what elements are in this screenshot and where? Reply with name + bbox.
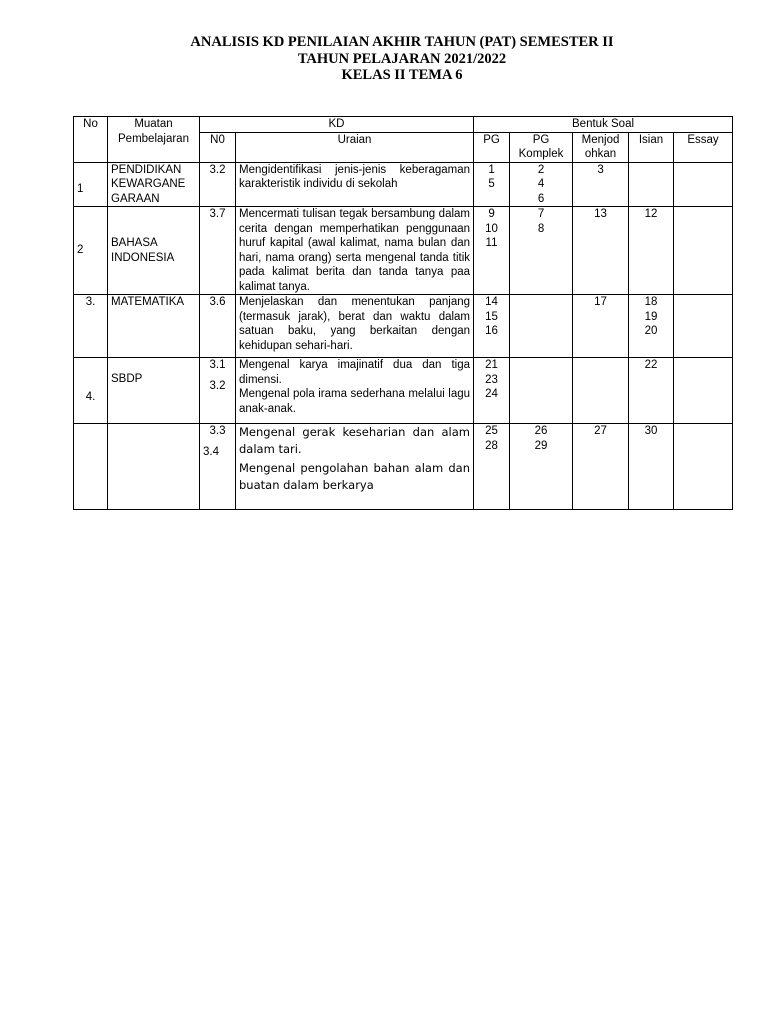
row-pg bbox=[474, 207, 510, 295]
kd-number: 3.2 bbox=[209, 379, 226, 392]
header-isian: Isian bbox=[629, 132, 674, 162]
table-row bbox=[74, 358, 733, 424]
table-row bbox=[74, 424, 733, 510]
kd-number: 3.6 bbox=[209, 296, 226, 308]
row-no: 3. bbox=[74, 295, 108, 358]
kd-number: 3.2 bbox=[209, 163, 226, 176]
row-menjodohkan bbox=[573, 358, 629, 424]
kd-analysis-table bbox=[73, 116, 733, 510]
row-kd bbox=[200, 424, 236, 510]
kd-number: 3.4 bbox=[203, 445, 219, 458]
row-uraian bbox=[236, 358, 474, 424]
isian-item: 20 bbox=[644, 325, 658, 337]
uraian-item: Mengenal pengolahan bahan alam dan buatan dalam berkarya bbox=[239, 461, 471, 492]
row-pg-komplek bbox=[510, 162, 573, 207]
row-muatan bbox=[108, 424, 200, 510]
header-no: No bbox=[74, 117, 108, 163]
row-pg-komplek bbox=[510, 424, 573, 510]
document-title bbox=[0, 34, 768, 84]
isian-item: 18 bbox=[644, 296, 658, 308]
row-menjodohkan: 13 bbox=[573, 207, 629, 295]
pg-item: 10 bbox=[485, 222, 498, 235]
table-row bbox=[74, 295, 733, 358]
row-muatan: SBDP bbox=[108, 358, 200, 424]
row-uraian: Menjelaskan dan menentukan panjang (termasuk jarak), berat dan waktu dalam satuan baku, yang berkaitan dengan kehidupan sehari-hari. bbox=[236, 295, 474, 358]
kd-number: 3.1 bbox=[209, 359, 226, 371]
title-line-1: ANALISIS KD PENILAIAN AKHIR TAHUN (PAT) SEMESTER II bbox=[190, 34, 614, 50]
row-pg bbox=[474, 162, 510, 207]
row-essay bbox=[674, 207, 733, 295]
row-pg bbox=[474, 424, 510, 510]
pgk-item: 7 bbox=[537, 208, 545, 220]
row-pg bbox=[474, 295, 510, 358]
row-kd bbox=[200, 207, 236, 295]
header-pg-komplek: PG Komplek bbox=[510, 132, 573, 162]
row-no: 2 bbox=[74, 207, 108, 295]
pg-item: 14 bbox=[485, 296, 498, 308]
pg-item: 28 bbox=[485, 439, 498, 452]
pg-item: 1 bbox=[488, 163, 495, 176]
pg-item: 5 bbox=[488, 178, 495, 190]
row-no: 4. bbox=[74, 358, 108, 424]
row-uraian: Mencermati tulisan tegak bersambung dalam cerita dengan memperhatikan penggunaan huruf kapital (awal kalimat, nama bulan dan hari, nama orang) serta mengenal tanda titik pada kalimat berita dan tanda tanya paa kalimat tanya. bbox=[236, 207, 474, 295]
pg-item: 15 bbox=[485, 310, 498, 323]
header-muatan: Muatan Pembelajaran bbox=[108, 117, 200, 163]
header-uraian: Uraian bbox=[236, 132, 474, 162]
row-isian bbox=[629, 162, 674, 207]
header-bentuk-soal: Bentuk Soal bbox=[474, 117, 733, 133]
pgk-item: 4 bbox=[537, 178, 545, 190]
title-line-2: TAHUN PELAJARAN 2021/2022 bbox=[297, 50, 507, 67]
row-menjodohkan: 27 bbox=[573, 424, 629, 510]
pg-item: 24 bbox=[485, 388, 498, 400]
pg-item: 25 bbox=[485, 425, 498, 437]
pg-item: 16 bbox=[485, 325, 498, 337]
row-uraian: Mengidentifikasi jenis-jenis keberagaman karakteristik individu di sekolah bbox=[236, 162, 474, 207]
kd-number: 3.7 bbox=[209, 208, 226, 220]
pg-item: 21 bbox=[485, 359, 498, 371]
title-line-3: KELAS II TEMA 6 bbox=[341, 67, 463, 83]
row-muatan: MATEMATIKA bbox=[108, 295, 200, 358]
row-kd bbox=[200, 358, 236, 424]
header-kd: KD bbox=[200, 117, 474, 133]
row-uraian bbox=[236, 424, 474, 510]
header-essay: Essay bbox=[674, 132, 733, 162]
row-pg-komplek bbox=[510, 295, 573, 358]
pgk-item: 26 bbox=[534, 425, 548, 437]
pgk-item: 6 bbox=[537, 192, 545, 205]
header-pg: PG bbox=[474, 132, 510, 162]
pg-item: 9 bbox=[488, 208, 495, 220]
row-muatan: BAHASA INDONESIA bbox=[108, 207, 200, 295]
row-muatan: PENDIDIKAN KEWARGANE GARAAN bbox=[108, 162, 200, 207]
row-pg bbox=[474, 358, 510, 424]
row-kd bbox=[200, 162, 236, 207]
row-isian: 12 bbox=[629, 207, 674, 295]
row-isian bbox=[629, 295, 674, 358]
row-isian: 30 bbox=[629, 424, 674, 510]
row-no: 1 bbox=[74, 162, 108, 207]
row-essay bbox=[674, 162, 733, 207]
row-essay bbox=[674, 295, 733, 358]
row-essay bbox=[674, 358, 733, 424]
pgk-item: 2 bbox=[537, 163, 545, 176]
table-row bbox=[74, 162, 733, 207]
row-essay bbox=[674, 424, 733, 510]
row-isian: 22 bbox=[629, 358, 674, 424]
header-n0: N0 bbox=[200, 132, 236, 162]
table-row bbox=[74, 207, 733, 295]
row-kd bbox=[200, 295, 236, 358]
row-no bbox=[74, 424, 108, 510]
table-header-row bbox=[74, 117, 733, 133]
row-menjodohkan: 17 bbox=[573, 295, 629, 358]
uraian-item: Mengenal gerak keseharian dan alam dalam tari. bbox=[239, 425, 471, 456]
uraian-item: Mengenal karya imajinatif dua dan tiga dimensi. bbox=[239, 359, 471, 386]
row-pg-komplek bbox=[510, 358, 573, 424]
pgk-item: 29 bbox=[534, 439, 548, 452]
pg-item: 11 bbox=[485, 237, 498, 249]
header-menjodohkan: Menjod ohkan bbox=[573, 132, 629, 162]
uraian-item: Mengenal pola irama sederhana melalui lagu anak-anak. bbox=[239, 388, 471, 415]
isian-item: 19 bbox=[644, 310, 658, 323]
pg-item: 23 bbox=[485, 373, 498, 386]
pgk-item: 8 bbox=[537, 222, 545, 235]
row-pg-komplek bbox=[510, 207, 573, 295]
kd-number: 3.3 bbox=[209, 425, 226, 437]
row-menjodohkan: 3 bbox=[573, 162, 629, 207]
